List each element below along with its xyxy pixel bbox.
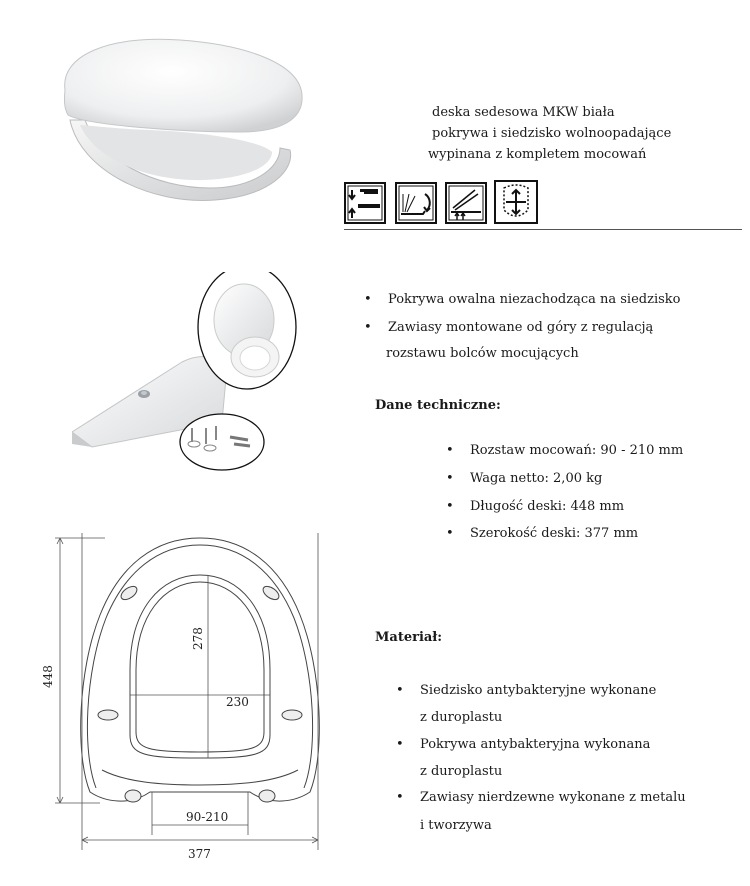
bullet: • [364, 292, 372, 307]
bullet: • [446, 526, 454, 541]
header-divider [344, 229, 742, 230]
bullet: • [396, 790, 404, 805]
bullet: • [446, 443, 454, 458]
title-line-2: pokrywa i siedzisko wolnoopadające [432, 126, 672, 141]
mounting-wrench-icon [344, 182, 386, 224]
bullet: • [396, 683, 404, 698]
dim-hinge-spacing-label: 90-210 [186, 810, 229, 824]
dim-width-label: 377 [188, 847, 211, 861]
technical-heading: Dane techniczne: [375, 398, 501, 413]
soft-close-icon [395, 182, 437, 224]
material-text: Zawiasy nierdzewne wykonane z metalu [420, 790, 686, 805]
bullet: • [364, 320, 372, 335]
quick-release-icon [494, 180, 538, 224]
technical-text: Rozstaw mocowań: 90 - 210 mm [470, 443, 684, 458]
feature-text: Pokrywa owalna niezachodząca na siedzisko [388, 292, 681, 307]
technical-text: Waga netto: 2,00 kg [470, 471, 603, 486]
technical-text: Szerokość deski: 377 mm [470, 526, 639, 541]
material-heading: Materiał: [375, 630, 443, 645]
dim-length-label: 448 [41, 665, 55, 688]
dim-inner-width-label: 230 [226, 695, 249, 709]
title-line-3: wypinana z kompletem mocowań [428, 147, 647, 162]
technical-text: Długość deski: 448 mm [470, 499, 625, 514]
material-text: Siedzisko antybakteryjne wykonane [420, 683, 657, 698]
bullet: • [396, 737, 404, 752]
material-text: Pokrywa antybakteryjna wykonana [420, 737, 651, 752]
dimension-drawing [30, 520, 350, 870]
product-photo [40, 20, 330, 225]
bullet: • [446, 471, 454, 486]
dim-inner-height-label: 278 [191, 627, 205, 650]
feature-text-continuation: rozstawu bolców mocujących [386, 346, 579, 361]
bullet: • [446, 499, 454, 514]
hinge-detail-photo [72, 272, 312, 487]
feature-text: Zawiasy montowane od góry z regulacją [388, 320, 654, 335]
title-line-1: deska sedesowa MKW biała [432, 105, 615, 120]
material-text-continuation: z duroplastu [420, 710, 503, 725]
lift-off-icon [445, 182, 487, 224]
material-text-continuation: i tworzywa [420, 818, 492, 833]
material-text-continuation: z duroplastu [420, 764, 503, 779]
